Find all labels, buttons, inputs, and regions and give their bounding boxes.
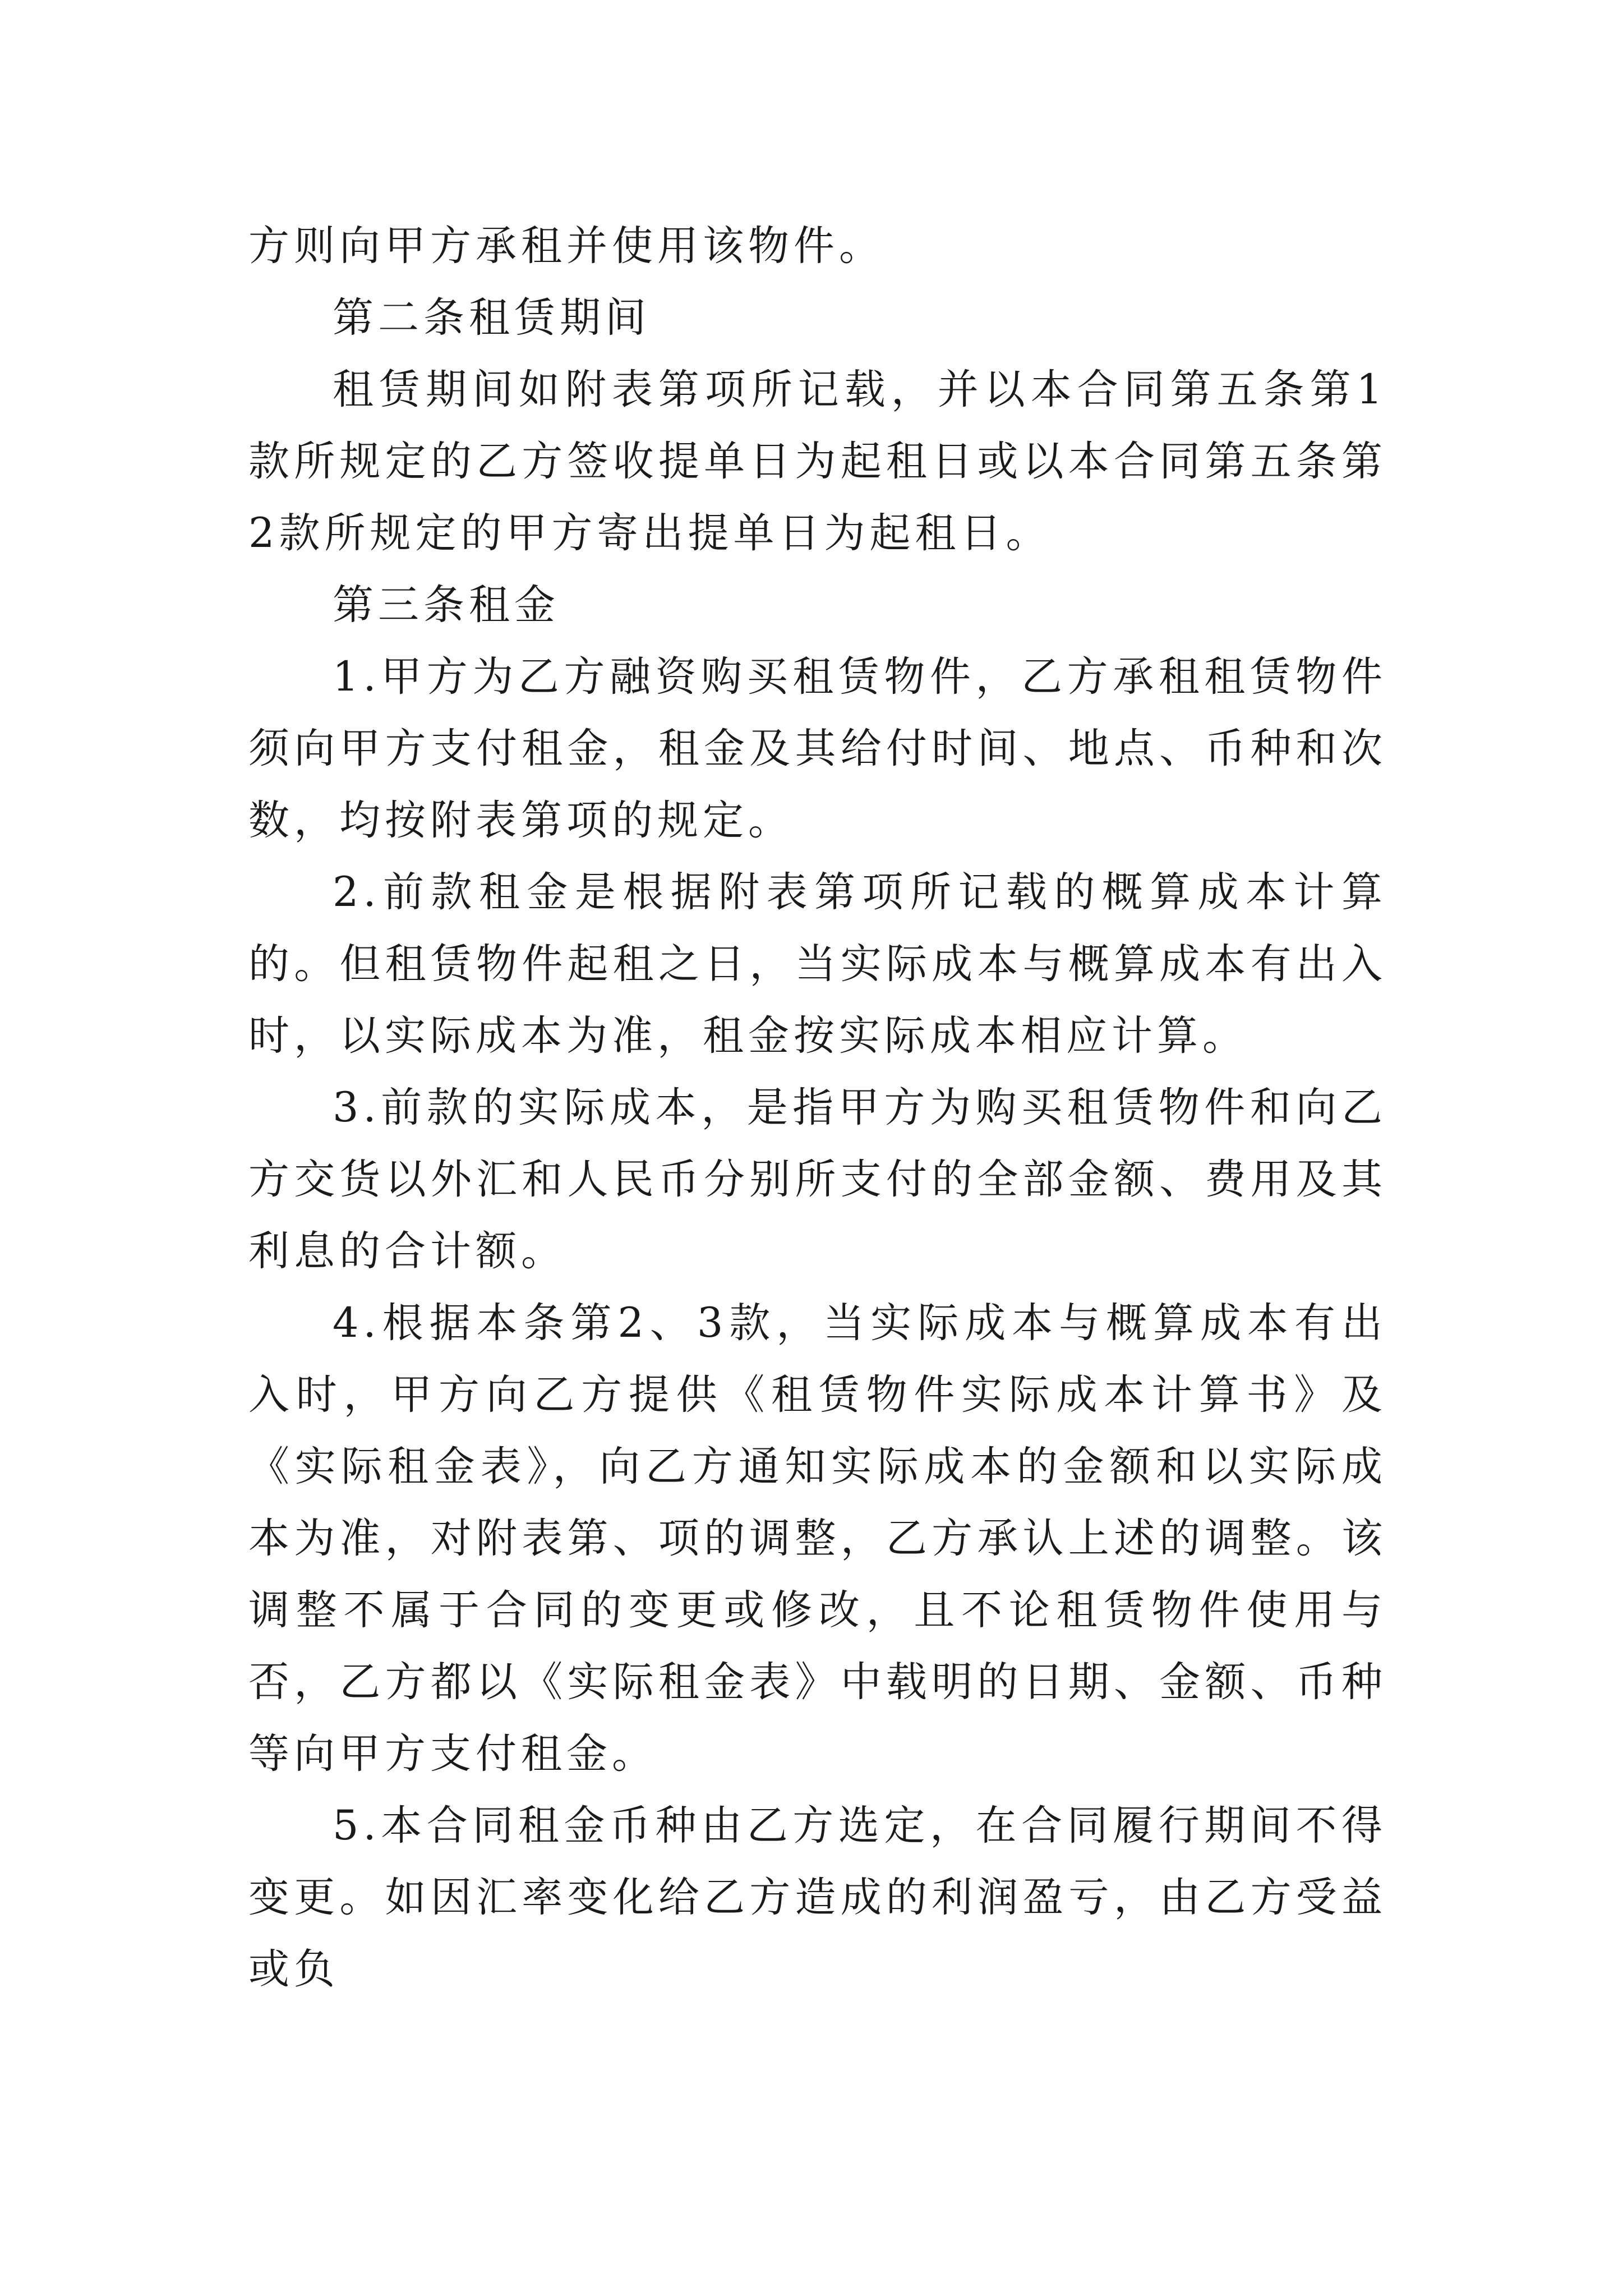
- document-body: [248, 210, 1387, 2005]
- article-3-clause-3: 3.前款的实际成本，是指甲方为购买租赁物件和向乙方交货以外汇和人民币分别所支付的全部金额、费用及其利息的合计额。: [248, 1084, 1387, 1275]
- article-3-heading: 第三条租金: [333, 581, 560, 629]
- article-2-heading: 第二条租赁期间: [333, 294, 651, 342]
- article-3-clause-5: 5.本合同租金币种由乙方选定，在合同履行期间不得变更。如因汇率变化给乙方造成的利润盈亏，由乙方受益或负: [248, 1802, 1387, 1993]
- paragraph-continuation: 方则向甲方承租并使用该物件。: [248, 222, 884, 270]
- article-3-clause-4: 4.根据本条第2、3款，当实际成本与概算成本有出入时，甲方向乙方提供《租赁物件实际成本计算书》及《实际租金表》，向乙方通知实际成本的金额和以实际成本为准，对附表第、项的调整，乙方承认上述的调整。该调整不属于合同的变更或修改，且不论租赁物件使用与否，乙方都以《实际租金表》中载明的日期、金额、币种等向甲方支付租金。: [248, 1299, 1387, 1778]
- article-3-clause-1: 1.甲方为乙方融资购买租赁物件，乙方承租租赁物件须向甲方支付租金，租金及其给付时间、地点、币种和次数，均按附表第项的规定。: [248, 653, 1387, 844]
- article-3-clause-2: 2.前款租金是根据附表第项所记载的概算成本计算的。但租赁物件起租之日，当实际成本与概算成本有出入时，以实际成本为准，租金按实际成本相应计算。: [248, 868, 1387, 1060]
- article-2-body: 租赁期间如附表第项所记载，并以本合同第五条第1款所规定的乙方签收提单日为起租日或以本合同第五条第2款所规定的甲方寄出提单日为起租日。: [248, 366, 1387, 557]
